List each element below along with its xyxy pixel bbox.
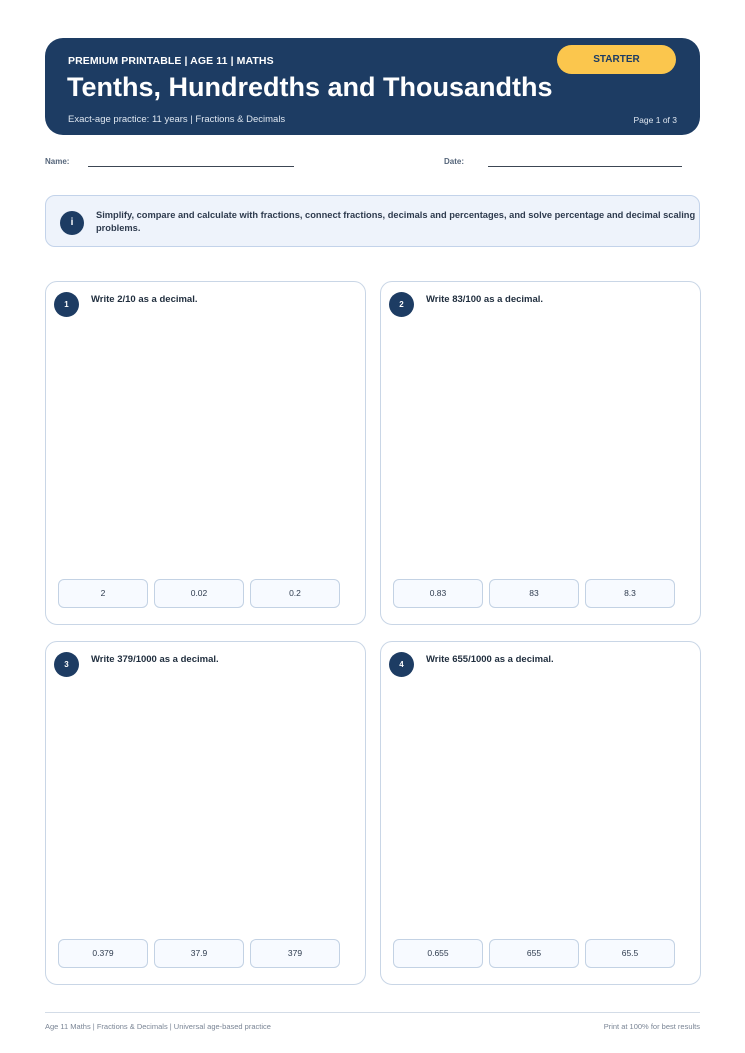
answer-option[interactable]: 0.655 xyxy=(393,939,483,968)
question-number: 3 xyxy=(54,652,79,677)
header-subline: Exact-age practice: 11 years | Fractions & Decimals xyxy=(68,114,286,125)
question-card-4 xyxy=(380,641,701,985)
instructions-box xyxy=(45,195,700,247)
name-label: Name: xyxy=(45,157,70,166)
answer-option[interactable]: 83 xyxy=(489,579,579,608)
question-number: 2 xyxy=(389,292,414,317)
answer-option[interactable]: 37.9 xyxy=(154,939,244,968)
question-prompt: Write 2/10 as a decimal. xyxy=(91,294,198,305)
info-icon: i xyxy=(60,211,84,235)
page-number: Page 1 of 3 xyxy=(633,115,677,125)
date-field[interactable] xyxy=(488,166,682,167)
answer-option[interactable]: 0.83 xyxy=(393,579,483,608)
question-prompt: Write 379/1000 as a decimal. xyxy=(91,654,219,665)
worksheet-header xyxy=(45,38,700,135)
question-prompt: Write 83/100 as a decimal. xyxy=(426,294,544,305)
answer-option[interactable]: 2 xyxy=(58,579,148,608)
date-label: Date: xyxy=(444,157,465,166)
answer-option[interactable]: 0.379 xyxy=(58,939,148,968)
name-field[interactable] xyxy=(88,166,294,167)
footer-right-text: Print at 100% for best results xyxy=(603,1022,700,1031)
answer-option[interactable]: 8.3 xyxy=(585,579,675,608)
header-kicker: PREMIUM PRINTABLE | AGE 11 | MATHS xyxy=(68,55,274,67)
question-card-2 xyxy=(380,281,701,625)
level-badge: STARTER xyxy=(557,45,676,74)
question-number: 1 xyxy=(54,292,79,317)
answer-option[interactable]: 0.2 xyxy=(250,579,340,608)
page-title: Tenths, Hundredths and Thousandths xyxy=(67,72,553,102)
question-number: 4 xyxy=(389,652,414,677)
question-prompt: Write 655/1000 as a decimal. xyxy=(426,654,554,665)
answer-option[interactable]: 0.02 xyxy=(154,579,244,608)
footer-divider xyxy=(45,1012,700,1013)
footer-left-text: Age 11 Maths | Fractions & Decimals | Universal age-based practice xyxy=(45,1022,271,1031)
answer-option[interactable]: 65.5 xyxy=(585,939,675,968)
question-card-3 xyxy=(45,641,366,985)
answer-option[interactable]: 655 xyxy=(489,939,579,968)
question-card-1 xyxy=(45,281,366,625)
instructions-text: Simplify, compare and calculate with fractions, connect fractions, decimals and percentages, and solve percentage and decimal scaling problems. xyxy=(96,210,696,233)
answer-option[interactable]: 379 xyxy=(250,939,340,968)
